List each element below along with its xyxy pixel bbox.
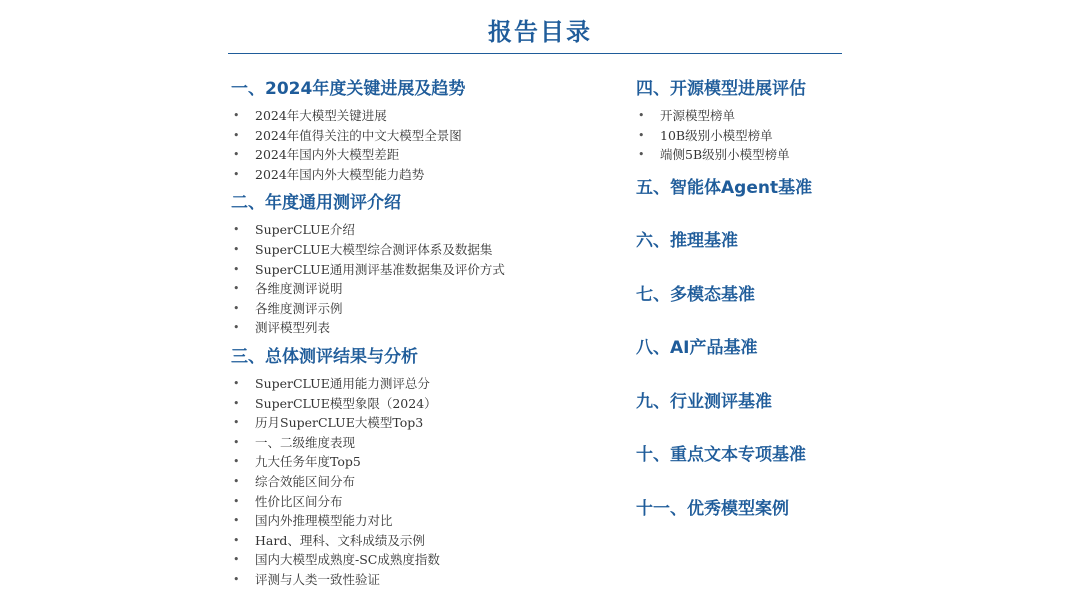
bullet-icon: •: [233, 148, 240, 162]
toc-item[interactable]: [231, 374, 611, 394]
toc-item-label: SuperCLUE大模型综合测评体系及数据集: [255, 241, 493, 257]
toc-item[interactable]: [231, 106, 611, 126]
toc-section-10: [636, 444, 936, 466]
section-heading[interactable]: 七、多模态基准: [636, 284, 755, 305]
toc-item[interactable]: [636, 126, 936, 146]
page-title: 报告目录: [488, 18, 592, 46]
toc-item[interactable]: [231, 413, 611, 433]
bullet-icon: •: [638, 128, 645, 142]
section-heading[interactable]: 四、开源模型进展评估: [636, 79, 806, 99]
toc-item[interactable]: [231, 240, 611, 260]
section-heading[interactable]: 十一、优秀模型案例: [636, 498, 789, 519]
toc-item[interactable]: [231, 570, 611, 590]
toc-item[interactable]: [231, 220, 611, 240]
bullet-icon: •: [233, 455, 240, 469]
toc-item-label: 10B级别小模型榜单: [660, 127, 773, 143]
bullet-icon: •: [233, 376, 240, 390]
toc-item-label: 2024年值得关注的中文大模型全景图: [255, 127, 462, 143]
bullet-icon: •: [638, 109, 645, 122]
toc-item-label: 历月SuperCLUE大模型Top3: [255, 415, 424, 431]
toc-section-6: [636, 230, 936, 252]
toc-item-label: 端侧5B级别小模型榜单: [660, 147, 790, 163]
toc-item-label: 测评模型列表: [255, 320, 331, 336]
toc-item[interactable]: [231, 318, 611, 338]
section-heading[interactable]: 三、总体测评结果与分析: [231, 346, 418, 367]
bullet-icon: •: [233, 282, 240, 296]
bullet-icon: •: [233, 262, 240, 276]
toc-section-4: [636, 78, 936, 165]
bullet-icon: •: [233, 572, 240, 586]
toc-section-3: [231, 346, 611, 590]
toc-item[interactable]: [231, 260, 611, 280]
toc-item-label: 2024年国内外大模型差距: [255, 147, 400, 163]
toc-right-column: [636, 78, 936, 520]
toc-item-label: 2024年大模型关键进展: [255, 108, 387, 123]
toc-item[interactable]: [636, 106, 936, 126]
bullet-icon: •: [233, 223, 240, 237]
bullet-icon: •: [638, 148, 645, 162]
toc-item-label: Hard、理科、文科成绩及示例: [255, 532, 425, 548]
bullet-icon: •: [233, 242, 240, 256]
toc-item[interactable]: [231, 531, 611, 551]
toc-item-label: SuperCLUE通用能力测评总分: [255, 375, 430, 391]
section-heading[interactable]: 六、推理基准: [636, 231, 738, 252]
toc-item-label: SuperCLUE通用测评基准数据集及评价方式: [255, 261, 505, 277]
toc-item[interactable]: [231, 145, 611, 165]
toc-item[interactable]: [231, 279, 611, 299]
toc-item-label: 评测与人类一致性验证: [255, 571, 381, 587]
toc-section-7: [636, 284, 936, 306]
bullet-icon: •: [233, 533, 240, 547]
toc-item-label: 国内外推理模型能力对比: [255, 513, 393, 529]
section-heading[interactable]: 八、AI产品基准: [636, 338, 758, 359]
bullet-icon: •: [233, 435, 240, 449]
toc-section-9: [636, 391, 936, 413]
toc-section-5: [636, 177, 936, 199]
section-heading[interactable]: 十、重点文本专项基准: [636, 445, 806, 466]
toc-item-label: 各维度测评示例: [255, 300, 343, 316]
toc-item-label: 开源模型榜单: [660, 108, 736, 123]
toc-item[interactable]: [231, 165, 611, 185]
toc-item-label: SuperCLUE介绍: [255, 222, 355, 238]
bullet-icon: •: [233, 474, 240, 488]
toc-item[interactable]: [231, 433, 611, 453]
toc-item[interactable]: [636, 145, 936, 165]
toc-left-column: [231, 78, 611, 589]
toc-item[interactable]: [231, 394, 611, 414]
toc-item[interactable]: [231, 299, 611, 319]
bullet-icon: •: [233, 396, 240, 410]
toc-item-label: 一、二级维度表现: [255, 434, 356, 450]
title-divider: [228, 53, 842, 54]
bullet-icon: •: [233, 321, 240, 335]
bullet-icon: •: [233, 167, 240, 181]
section-item-list: [231, 374, 611, 590]
bullet-icon: •: [233, 109, 240, 122]
toc-item[interactable]: [231, 550, 611, 570]
toc-item-label: SuperCLUE模型象限（2024）: [255, 395, 437, 411]
section-heading[interactable]: 九、行业测评基准: [636, 391, 772, 412]
toc-section-8: [636, 337, 936, 359]
bullet-icon: •: [233, 494, 240, 508]
bullet-icon: •: [233, 416, 240, 430]
section-item-list: [636, 106, 936, 165]
toc-section-11: [636, 498, 936, 520]
toc-item[interactable]: [231, 492, 611, 512]
toc-item[interactable]: [231, 472, 611, 492]
toc-item-label: 各维度测评说明: [255, 281, 343, 297]
toc-item-label: 九大任务年度Top5: [255, 454, 361, 470]
toc-item-label: 国内大模型成熟度-SC成熟度指数: [255, 552, 440, 568]
toc-item[interactable]: [231, 511, 611, 531]
section-heading[interactable]: 二、年度通用测评介绍: [231, 193, 401, 214]
section-heading[interactable]: 一、2024年度关键进展及趋势: [231, 79, 466, 99]
toc-section-1: [231, 78, 611, 184]
toc-item-label: 综合效能区间分布: [255, 473, 356, 489]
bullet-icon: •: [233, 514, 240, 528]
toc-item-label: 性价比区间分布: [255, 493, 343, 509]
toc-item[interactable]: [231, 126, 611, 146]
toc-item-label: 2024年国内外大模型能力趋势: [255, 166, 425, 182]
bullet-icon: •: [233, 128, 240, 142]
toc-section-2: [231, 192, 611, 338]
section-item-list: [231, 220, 611, 338]
bullet-icon: •: [233, 301, 240, 315]
section-item-list: [231, 106, 611, 184]
bullet-icon: •: [233, 553, 240, 567]
toc-item[interactable]: [231, 452, 611, 472]
section-heading[interactable]: 五、智能体Agent基准: [636, 177, 813, 198]
